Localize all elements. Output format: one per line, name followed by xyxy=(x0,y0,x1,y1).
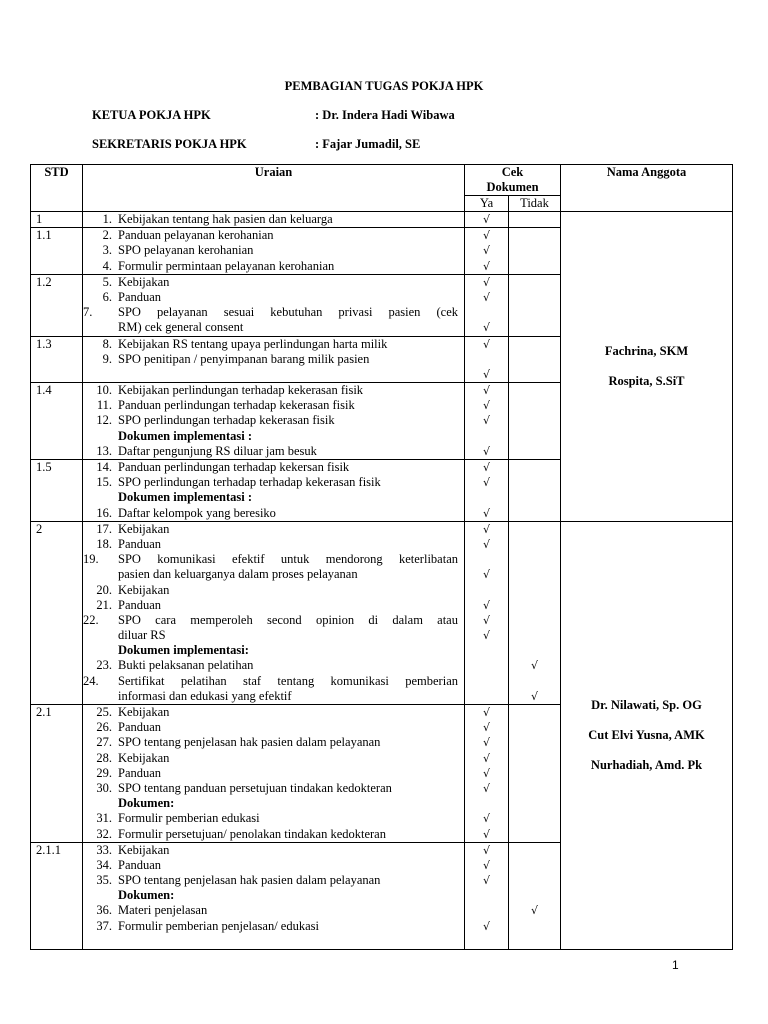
uraian-cell xyxy=(83,212,465,228)
item-number: 31. xyxy=(96,811,112,826)
empty-check xyxy=(509,858,560,873)
uraian-item xyxy=(83,689,464,704)
item-number: 1. xyxy=(102,212,112,226)
item-text: Panduan pelayanan kerohanian xyxy=(118,228,274,243)
header-std: STD xyxy=(31,165,83,212)
header-dokumen: Dokumen xyxy=(486,180,539,194)
tidak-cell xyxy=(509,336,561,383)
empty-check xyxy=(509,613,560,628)
table-row xyxy=(31,521,733,704)
header-uraian: Uraian xyxy=(83,165,465,212)
item-text: SPO komunikasi efektif untuk mendorong keterlibatan xyxy=(118,552,458,567)
item-text: SPO tentang penjelasan hak pasien dalam pelayanan xyxy=(118,873,381,888)
item-number: 28. xyxy=(96,750,112,765)
check-mark-icon: √ xyxy=(482,321,490,335)
uraian-item xyxy=(83,628,464,643)
section-subheading xyxy=(83,796,464,811)
item-number: 30. xyxy=(96,780,112,795)
uraian-item xyxy=(83,766,464,781)
item-text: Kebijakan xyxy=(118,750,170,765)
uraian-item xyxy=(83,858,464,873)
std-cell: 1.3 xyxy=(31,336,83,383)
item-number: 34. xyxy=(96,857,112,872)
item-number: 15. xyxy=(96,475,112,490)
uraian-cell xyxy=(83,460,465,522)
item-text: SPO perlindungan terhadap kekerasan fisik xyxy=(118,413,335,428)
empty-check xyxy=(509,475,560,490)
item-text: Panduan xyxy=(118,720,162,735)
check-mark-icon: √ xyxy=(482,337,490,351)
empty-check xyxy=(509,305,560,320)
item-text: Kebijakan perlindungan terhadap kekerasan fisik xyxy=(118,383,364,398)
uraian-item xyxy=(83,705,464,720)
empty-check xyxy=(509,583,560,598)
empty-check xyxy=(465,305,508,320)
empty-check xyxy=(509,506,560,521)
empty-check xyxy=(465,552,508,567)
uraian-item xyxy=(83,720,464,735)
uraian-item xyxy=(83,781,464,796)
check-mark-icon: √ xyxy=(482,874,490,888)
check-mark-icon: √ xyxy=(482,537,490,551)
uraian-cell xyxy=(83,842,465,949)
sekretaris-value: : Fajar Jumadil, SE xyxy=(315,137,421,151)
item-number: 33. xyxy=(96,842,112,857)
member-name: Fachrina, SKM xyxy=(604,343,689,358)
table-row xyxy=(31,212,733,228)
item-text: Kebijakan xyxy=(118,521,170,536)
member-name: Cut Elvi Yusna, AMK xyxy=(588,727,705,742)
uraian-item xyxy=(83,506,464,521)
empty-check xyxy=(509,429,560,444)
check-mark-icon: √ xyxy=(482,399,490,413)
check-mark-icon: √ xyxy=(530,659,538,673)
ya-cell xyxy=(465,212,509,228)
check-mark-icon: √ xyxy=(482,414,490,428)
empty-check xyxy=(465,903,508,918)
check-mark-icon: √ xyxy=(482,476,490,490)
item-number: 14. xyxy=(96,460,112,474)
item-text: pasien dan keluarganya dalam proses pelayanan xyxy=(118,567,358,582)
check-mark-icon: √ xyxy=(482,213,490,226)
item-text: Sertifikat pelatihan staf tentang komunikasi pemberian xyxy=(118,673,458,688)
check-mark-icon: √ xyxy=(482,598,490,612)
tidak-cell xyxy=(509,228,561,275)
uraian-cell xyxy=(83,228,465,275)
check-mark-icon: √ xyxy=(482,736,490,750)
item-number: 22. xyxy=(83,612,99,627)
item-text: Formulir persetujuan/ penolakan tindakan kedokteran xyxy=(118,826,386,841)
item-text: SPO perlindungan terhadap terhadap kekerasan fisik xyxy=(118,475,381,490)
item-text: Panduan xyxy=(118,597,162,612)
std-cell: 2.1.1 xyxy=(31,842,83,949)
header-nama-anggota: Nama Anggota xyxy=(561,165,733,212)
empty-check xyxy=(509,674,560,689)
empty-check xyxy=(465,490,508,505)
item-number: 25. xyxy=(96,705,112,719)
member-name: Nurhadiah, Amd. Pk xyxy=(590,757,703,772)
section-subheading xyxy=(83,490,464,505)
sekretaris-row xyxy=(92,137,421,152)
empty-check xyxy=(509,259,560,274)
tidak-cell xyxy=(509,705,561,843)
uraian-item xyxy=(83,751,464,766)
table-body xyxy=(31,212,733,950)
check-mark-icon: √ xyxy=(482,568,490,582)
tidak-cell xyxy=(509,842,561,949)
empty-check xyxy=(509,811,560,826)
item-text: Dokumen implementasi : xyxy=(118,428,253,443)
item-number: 13. xyxy=(96,443,112,458)
empty-check xyxy=(509,537,560,552)
check-mark-icon: √ xyxy=(530,689,538,703)
item-text: diluar RS xyxy=(118,628,166,643)
check-mark-icon: √ xyxy=(482,629,490,643)
item-text: Kebijakan xyxy=(118,582,170,597)
uraian-item xyxy=(83,352,464,367)
check-mark-icon: √ xyxy=(482,751,490,765)
uraian-item xyxy=(83,903,464,918)
item-text: Kebijakan xyxy=(118,274,170,289)
tidak-cell xyxy=(509,212,561,228)
team-members-cell xyxy=(561,212,733,522)
item-number: 36. xyxy=(96,903,112,918)
member-name: Dr. Nilawati, Sp. OG xyxy=(591,697,702,712)
ya-cell xyxy=(465,705,509,843)
empty-check xyxy=(509,628,560,643)
check-mark-icon: √ xyxy=(482,367,490,381)
empty-check xyxy=(509,522,560,537)
uraian-item xyxy=(83,383,464,398)
std-cell: 1.2 xyxy=(31,274,83,336)
check-mark-icon: √ xyxy=(482,843,490,857)
empty-check xyxy=(509,243,560,258)
empty-check xyxy=(465,352,508,367)
check-mark-icon: √ xyxy=(482,461,490,474)
item-text: Bukti pelaksanan pelatihan xyxy=(118,658,254,673)
empty-check xyxy=(509,567,560,582)
ketua-row xyxy=(92,108,455,123)
item-number: 5. xyxy=(102,274,112,289)
uraian-item xyxy=(83,522,464,537)
check-mark-icon: √ xyxy=(482,721,490,735)
item-number: 2. xyxy=(102,228,112,243)
item-text: Formulir permintaan pelayanan kerohanian xyxy=(118,258,335,273)
std-cell: 1.1 xyxy=(31,228,83,275)
empty-check xyxy=(509,598,560,613)
item-text: informasi dan edukasi yang efektif xyxy=(118,688,292,703)
uraian-item xyxy=(83,259,464,274)
item-text: Dokumen: xyxy=(118,888,175,903)
empty-check xyxy=(509,275,560,290)
tidak-cell xyxy=(509,521,561,704)
uraian-cell xyxy=(83,383,465,460)
empty-check xyxy=(509,735,560,750)
page-number: 1 xyxy=(672,958,679,972)
uraian-item xyxy=(83,552,464,567)
check-mark-icon: √ xyxy=(482,290,490,304)
uraian-cell xyxy=(83,336,465,383)
uraian-cell xyxy=(83,274,465,336)
item-number: 21. xyxy=(96,597,112,612)
empty-check xyxy=(465,658,508,673)
team-members-cell xyxy=(561,521,733,949)
ya-cell xyxy=(465,336,509,383)
uraian-item xyxy=(83,613,464,628)
ketua-value: : Dr. Indera Hadi Wibawa xyxy=(315,108,455,122)
item-text: Formulir pemberian edukasi xyxy=(118,811,260,826)
empty-check xyxy=(509,367,560,382)
empty-check xyxy=(509,490,560,505)
empty-check xyxy=(509,705,560,720)
ya-cell xyxy=(465,228,509,275)
item-text: Dokumen implementasi: xyxy=(118,643,249,658)
uraian-item xyxy=(83,290,464,305)
item-number: 20. xyxy=(96,582,112,597)
std-cell: 2.1 xyxy=(31,705,83,843)
item-number: 12. xyxy=(96,413,112,428)
check-mark-icon: √ xyxy=(482,812,490,826)
empty-check xyxy=(465,583,508,598)
item-number: 26. xyxy=(96,720,112,735)
header-cek-dokumen xyxy=(465,165,561,196)
uraian-item xyxy=(83,919,464,934)
sekretaris-label: SEKRETARIS POKJA HPK xyxy=(92,137,247,151)
item-text: Kebijakan xyxy=(118,705,170,719)
ya-cell xyxy=(465,521,509,704)
ya-cell xyxy=(465,274,509,336)
item-number: 8. xyxy=(102,336,112,351)
item-text: Panduan xyxy=(118,289,162,304)
uraian-item xyxy=(83,460,464,475)
check-mark-icon: √ xyxy=(482,444,490,458)
uraian-item xyxy=(83,811,464,826)
tidak-cell xyxy=(509,383,561,460)
item-number: 37. xyxy=(96,918,112,933)
uraian-item xyxy=(83,243,464,258)
uraian-item xyxy=(83,827,464,842)
item-text: SPO tentang panduan persetujuan tindakan kedokteran xyxy=(118,780,392,795)
check-mark-icon: √ xyxy=(482,275,490,289)
uraian-item xyxy=(83,598,464,613)
item-text: Materi penjelasan xyxy=(118,903,208,918)
uraian-item xyxy=(83,843,464,858)
empty-check xyxy=(465,643,508,658)
section-subheading xyxy=(83,888,464,903)
uraian-item xyxy=(83,337,464,352)
empty-check xyxy=(509,781,560,796)
item-text: Panduan perlindungan terhadap kekerasan fisik xyxy=(118,398,355,413)
empty-check xyxy=(509,934,560,949)
item-number: 29. xyxy=(96,765,112,780)
item-text: Daftar pengunjung RS diluar jam besuk xyxy=(118,443,317,458)
empty-check xyxy=(509,290,560,305)
item-number: 24. xyxy=(83,673,99,688)
item-number: 32. xyxy=(96,826,112,841)
empty-check xyxy=(509,228,560,243)
uraian-item xyxy=(83,320,464,335)
check-mark-icon: √ xyxy=(482,858,490,872)
item-number: 9. xyxy=(102,351,112,366)
item-text: Dokumen implementasi : xyxy=(118,490,253,505)
check-mark-icon: √ xyxy=(482,827,490,841)
ya-cell xyxy=(465,460,509,522)
item-number: 27. xyxy=(96,735,112,750)
std-cell: 1.5 xyxy=(31,460,83,522)
empty-check xyxy=(465,934,508,949)
uraian-cell xyxy=(83,521,465,704)
uraian-item xyxy=(83,475,464,490)
uraian-item xyxy=(83,735,464,750)
empty-check xyxy=(509,919,560,934)
item-text: Panduan perlindungan terhadap kekersan fisik xyxy=(118,460,350,474)
empty-check xyxy=(509,888,560,903)
header-tidak: Tidak xyxy=(509,196,561,212)
item-text: Dokumen: xyxy=(118,796,175,811)
item-number: 23. xyxy=(96,658,112,673)
item-number: 35. xyxy=(96,873,112,888)
document-title: PEMBAGIAN TUGAS POKJA HPK xyxy=(284,79,484,93)
check-mark-icon: √ xyxy=(482,613,490,627)
empty-check xyxy=(509,383,560,398)
uraian-item xyxy=(83,367,464,382)
check-mark-icon: √ xyxy=(482,259,490,273)
empty-check xyxy=(509,720,560,735)
item-number: 3. xyxy=(102,243,112,258)
empty-check xyxy=(509,552,560,567)
header-cek: Cek xyxy=(501,165,524,179)
uraian-item xyxy=(83,398,464,413)
empty-check xyxy=(509,796,560,811)
uraian-item xyxy=(83,873,464,888)
empty-check xyxy=(509,444,560,459)
empty-check xyxy=(509,337,560,352)
empty-check xyxy=(465,429,508,444)
ya-cell xyxy=(465,842,509,949)
item-number: 16. xyxy=(96,505,112,520)
uraian-item xyxy=(83,658,464,673)
uraian-item xyxy=(83,567,464,582)
empty-check xyxy=(509,212,560,227)
empty-check xyxy=(509,766,560,781)
empty-check xyxy=(509,873,560,888)
header-ya: Ya xyxy=(465,196,509,212)
uraian-item xyxy=(83,305,464,320)
uraian-item xyxy=(83,212,464,227)
tidak-cell xyxy=(509,460,561,522)
empty-check xyxy=(509,413,560,428)
check-mark-icon: √ xyxy=(482,766,490,780)
empty-check xyxy=(509,398,560,413)
uraian-item xyxy=(83,537,464,552)
section-subheading xyxy=(83,429,464,444)
item-text: Formulir pemberian penjelasan/ edukasi xyxy=(118,918,319,933)
uraian-item xyxy=(83,275,464,290)
item-text: SPO tentang penjelasan hak pasien dalam pelayanan xyxy=(118,735,381,750)
empty-check xyxy=(509,643,560,658)
empty-check xyxy=(509,827,560,842)
item-number: 10. xyxy=(96,383,112,398)
empty-check xyxy=(509,843,560,858)
item-text: Panduan xyxy=(118,536,162,551)
tidak-cell xyxy=(509,274,561,336)
uraian-item xyxy=(83,444,464,459)
item-number: 18. xyxy=(96,536,112,551)
uraian-item xyxy=(83,934,464,949)
ya-cell xyxy=(465,383,509,460)
check-mark-icon: √ xyxy=(482,244,490,258)
item-text: SPO cara memperoleh second opinion di dalam atau xyxy=(118,612,458,627)
task-table xyxy=(30,164,733,950)
uraian-cell xyxy=(83,705,465,843)
check-mark-icon: √ xyxy=(482,522,490,536)
empty-check xyxy=(509,320,560,335)
check-mark-icon: √ xyxy=(482,229,490,243)
uraian-item xyxy=(83,413,464,428)
ketua-label: KETUA POKJA HPK xyxy=(92,108,211,122)
empty-check xyxy=(509,352,560,367)
item-text: Daftar kelompok yang beresiko xyxy=(118,505,276,520)
check-mark-icon: √ xyxy=(482,384,490,398)
std-cell: 1.4 xyxy=(31,383,83,460)
uraian-item xyxy=(83,583,464,598)
check-mark-icon: √ xyxy=(482,706,490,719)
item-text: SPO penitipan / penyimpanan barang milik pasien xyxy=(118,351,370,366)
item-text: Panduan xyxy=(118,857,162,872)
item-number: 17. xyxy=(96,521,112,536)
std-cell: 1 xyxy=(31,212,83,228)
item-text: Kebijakan RS tentang upaya perlindungan harta milik xyxy=(118,336,388,351)
item-text: RM) cek general consent xyxy=(118,320,244,335)
member-name: Rospita, S.SiT xyxy=(608,373,685,388)
empty-check xyxy=(465,888,508,903)
empty-check xyxy=(465,796,508,811)
item-number: 4. xyxy=(102,258,112,273)
check-mark-icon: √ xyxy=(482,919,490,933)
empty-check xyxy=(509,460,560,475)
item-number: 6. xyxy=(102,289,112,304)
std-cell: 2 xyxy=(31,521,83,704)
check-mark-icon: √ xyxy=(482,781,490,795)
item-text: SPO pelayanan kerohanian xyxy=(118,243,254,258)
item-text: Kebijakan tentang hak pasien dan keluarga xyxy=(118,212,333,226)
item-number: 19. xyxy=(83,552,99,567)
section-subheading xyxy=(83,643,464,658)
item-number: 7. xyxy=(83,305,93,320)
empty-check xyxy=(509,751,560,766)
item-text: SPO pelayanan sesuai kebutuhan privasi pasien (cek xyxy=(118,305,458,320)
item-text: Panduan xyxy=(118,765,162,780)
uraian-item xyxy=(83,674,464,689)
item-text: Kebijakan xyxy=(118,842,170,857)
empty-check xyxy=(465,689,508,704)
empty-check xyxy=(465,674,508,689)
item-number: 11. xyxy=(96,398,112,413)
check-mark-icon: √ xyxy=(482,506,490,520)
uraian-item xyxy=(83,228,464,243)
check-mark-icon: √ xyxy=(530,904,538,918)
